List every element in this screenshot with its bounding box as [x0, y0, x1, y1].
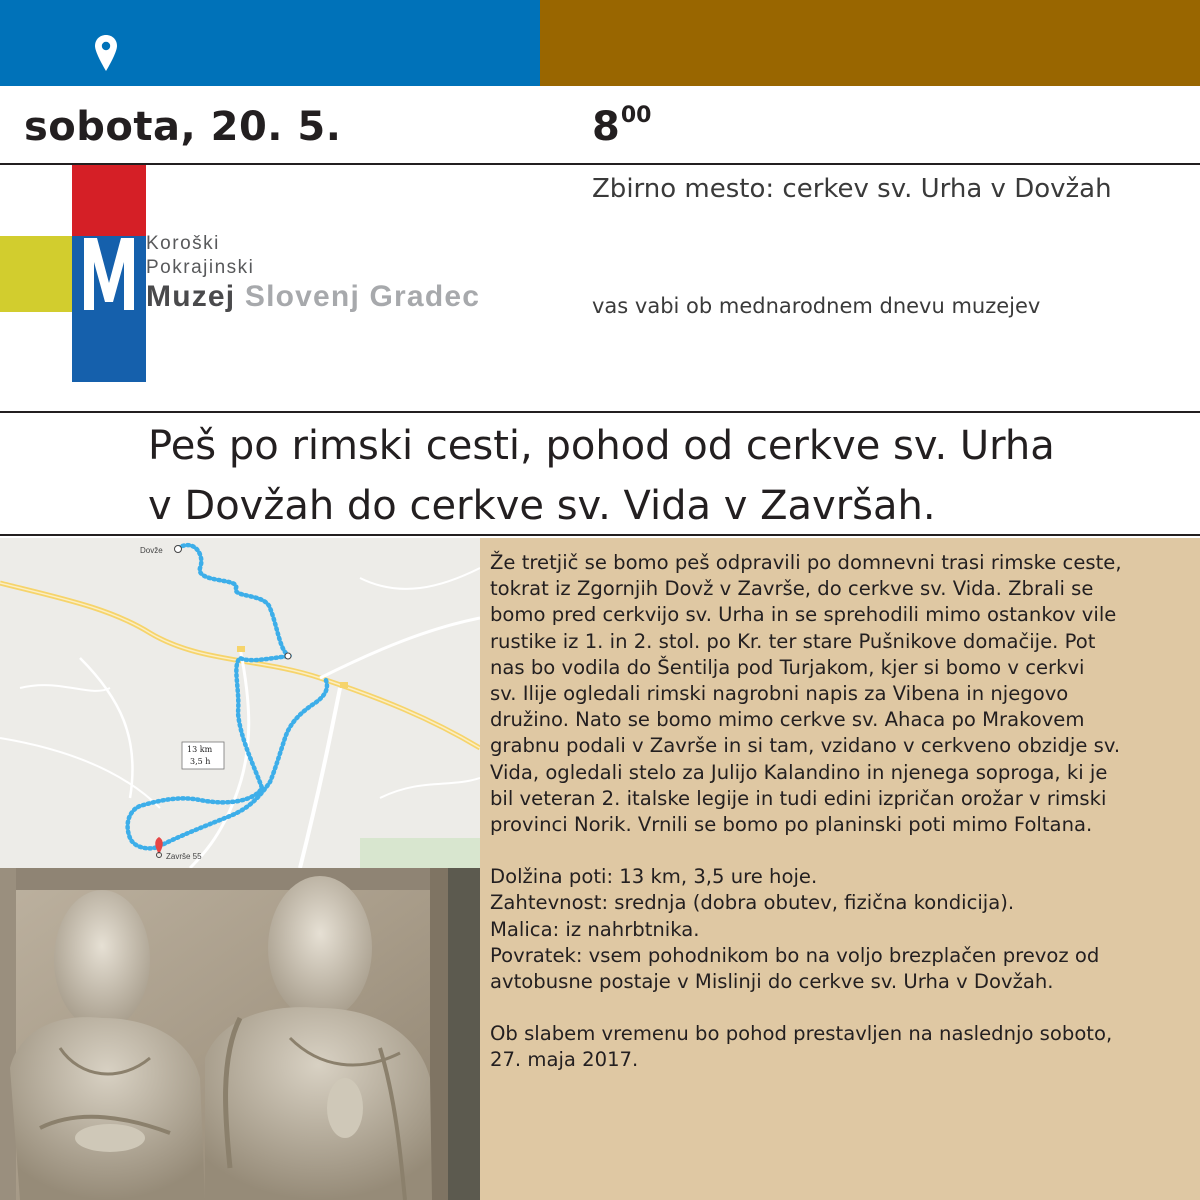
roman-relief-image	[0, 868, 480, 1200]
map-distance-label: 13 km	[187, 745, 213, 754]
map-end-label: Završe 55	[166, 852, 202, 861]
route-map	[0, 538, 480, 868]
divider-line	[0, 534, 1200, 536]
description-line: Že tretjič se bomo peš odpravili po domnevni trasi rimske ceste,	[490, 551, 1122, 574]
event-description	[490, 550, 1190, 1074]
logo-line-2: Pokrajinski	[146, 257, 255, 278]
description-line: Vida, ogledali stelo za Julijo Kalandino in njenega soproga, ki je	[490, 760, 1108, 784]
event-title: Peš po rimski cesti, pohod od cerkve sv. Urha v Dovžah do cerkve sv. Vida v Završah.	[148, 423, 1055, 529]
description-line: provinci Norik. Vrnili se bomo po planinski poti mimo Foltana.	[490, 813, 1093, 837]
event-date: sobota, 20. 5.	[24, 104, 342, 150]
route-return: Povratek: vsem pohodnikom bo na voljo brezplačen prevoz od	[490, 943, 1100, 967]
route-food: Malica: iz nahrbtnika.	[490, 917, 700, 941]
event-time: $8^{00}$	[592, 102, 652, 150]
header-bar-brown	[540, 0, 1200, 86]
description-line: grabnu podali v Završe in si tam, vzidano v cerkveno obzidje sv.	[490, 734, 1121, 758]
weather-note: Ob slabem vremenu bo pohod prestavljen na naslednjo soboto,	[490, 1022, 1113, 1046]
route-length: Dolžina poti: 13 km, 3,5 ure hoje.	[490, 865, 818, 889]
description-line: družino. Nato se bomo mimo cerkve sv. Ahaca po Mrakovem	[490, 708, 1085, 732]
route-difficulty: Zahtevnost: srednja (dobra obutev, fizična kondicija).	[490, 891, 1015, 915]
map-start-label: Dovže	[140, 546, 163, 555]
description-line: rustike iz 1. in 2. stol. po Kr. ter stare Pušnikove domačije. Pot	[490, 629, 1096, 653]
location-pin-icon	[94, 34, 118, 72]
map-time-label: 3,5 h	[190, 757, 211, 766]
meeting-point: Zbirno mesto: cerkev sv. Urha v Dovžah	[592, 174, 1112, 204]
weather-note: 27. maja 2017.	[490, 1048, 639, 1072]
description-line: sv. Ilije ogledali rimski nagrobni napis za Vibena in njegovo	[490, 682, 1069, 706]
divider-line	[0, 411, 1200, 413]
description-line: bil veteran 2. italske legije in tudi edini izpričan orožar v rimski	[490, 786, 1107, 810]
route-return: avtobusne postaje v Mislinji do cerkve sv. Urha v Dovžah.	[490, 970, 1054, 994]
description-line: tokrat iz Zgornjih Dovž v Završe, do cerkve sv. Vida. Zbrali se	[490, 577, 1094, 601]
description-line: bomo pred cerkvijo sv. Urha in se sprehodili mimo ostankov vile	[490, 603, 1117, 627]
logo-line-3: Muzej Slovenj Gradec	[146, 280, 481, 313]
invitation-text: vas vabi ob mednarodnem dnevu muzejev	[592, 294, 1041, 318]
header-bar-blue	[0, 0, 540, 86]
logo-line-1: Koroški	[146, 233, 220, 254]
description-line: nas bo vodila do Šentilja pod Turjakom, kjer si bomo v cerkvi	[490, 655, 1085, 679]
